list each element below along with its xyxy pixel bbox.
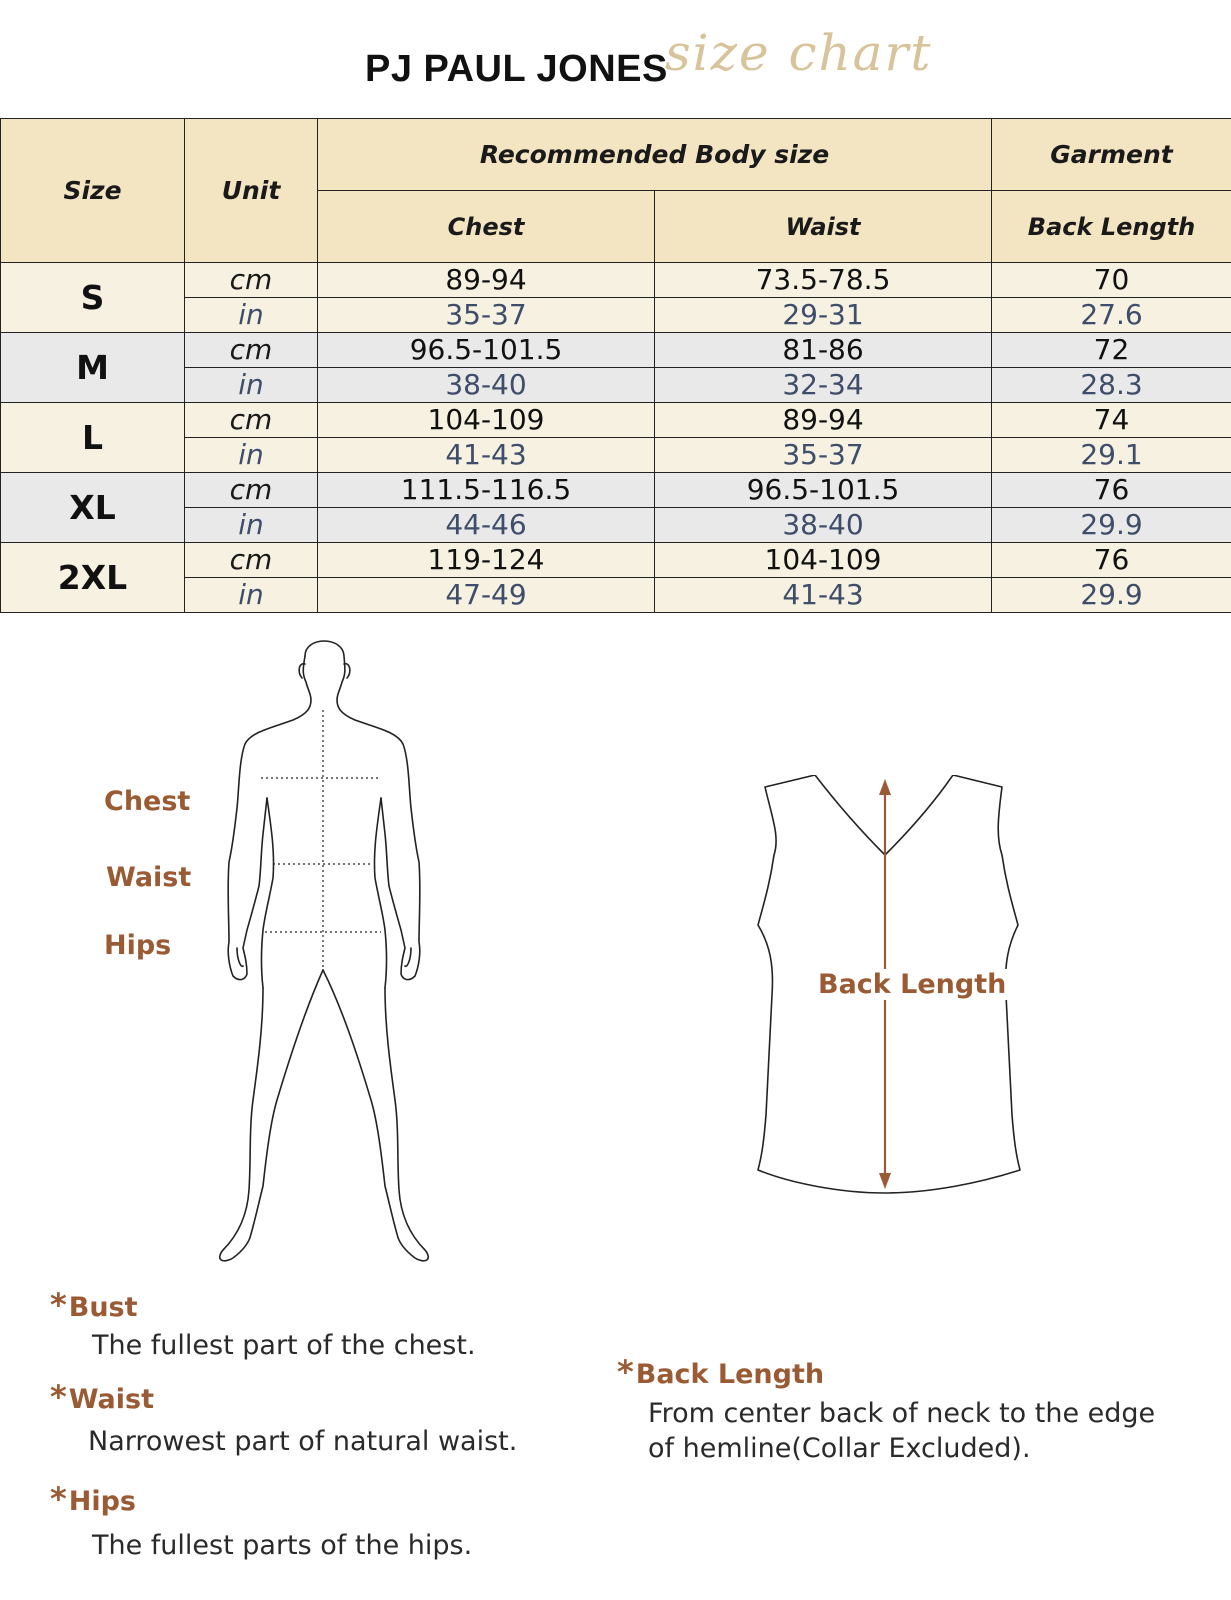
- chest-cell: 41-43: [318, 438, 655, 473]
- unit-header: Unit: [185, 119, 318, 263]
- chest-cell: 111.5-116.5: [318, 473, 655, 508]
- back-length-diagram-label: Back Length: [812, 969, 1012, 1000]
- waist-cell: 38-40: [655, 508, 992, 543]
- waist-note-text: Narrowest part of natural waist.: [88, 1426, 518, 1457]
- back-length-cell: 29.1: [992, 438, 1231, 473]
- back-length-note-text-2: of hemline(Collar Excluded).: [648, 1433, 1031, 1464]
- back-length-header: Back Length: [992, 191, 1231, 263]
- chest-label: Chest: [104, 786, 191, 817]
- table-row: [1, 403, 1231, 438]
- waist-cell: 35-37: [655, 438, 992, 473]
- waist-cell: 29-31: [655, 298, 992, 333]
- unit-cell: in: [185, 438, 318, 473]
- table-row: [1, 473, 1231, 508]
- unit-cell: in: [185, 368, 318, 403]
- table-row: [1, 438, 1231, 473]
- chest-cell: 44-46: [318, 508, 655, 543]
- table-row: [1, 333, 1231, 368]
- title-area: [0, 10, 1231, 110]
- table-row: [1, 578, 1231, 613]
- size-cell: L: [1, 403, 185, 473]
- unit-cell: cm: [185, 263, 318, 298]
- waist-cell: 81-86: [655, 333, 992, 368]
- chest-header: Chest: [318, 191, 655, 263]
- hips-label: Hips: [104, 930, 172, 961]
- unit-cell: in: [185, 298, 318, 333]
- size-chart-script: size chart: [665, 24, 933, 82]
- bust-note-text: The fullest part of the chest.: [92, 1330, 476, 1361]
- chest-cell: 47-49: [318, 578, 655, 613]
- bust-note-title: *Bust: [50, 1286, 138, 1324]
- unit-cell: cm: [185, 473, 318, 508]
- size-cell: XL: [1, 473, 185, 543]
- waist-header: Waist: [655, 191, 992, 263]
- waist-cell: 32-34: [655, 368, 992, 403]
- back-length-cell: 29.9: [992, 508, 1231, 543]
- size-cell: M: [1, 333, 185, 403]
- table-row: [1, 368, 1231, 403]
- waist-note-title: *Waist: [50, 1378, 155, 1416]
- chest-cell: 35-37: [318, 298, 655, 333]
- recommended-header: Recommended Body size: [318, 119, 992, 191]
- size-chart-table: [0, 118, 1231, 613]
- back-length-note-title: *Back Length: [617, 1353, 825, 1391]
- chest-cell: 38-40: [318, 368, 655, 403]
- table-row: [1, 508, 1231, 543]
- chest-cell: 104-109: [318, 403, 655, 438]
- waist-cell: 41-43: [655, 578, 992, 613]
- unit-cell: cm: [185, 543, 318, 578]
- size-header: Size: [1, 119, 185, 263]
- back-length-cell: 29.9: [992, 578, 1231, 613]
- body-figure-icon: [205, 630, 445, 1290]
- unit-cell: cm: [185, 333, 318, 368]
- size-cell: 2XL: [1, 543, 185, 613]
- back-length-cell: 76: [992, 473, 1231, 508]
- garment-header: Garment: [992, 119, 1231, 191]
- size-cell: S: [1, 263, 185, 333]
- back-length-cell: 27.6: [992, 298, 1231, 333]
- unit-cell: in: [185, 508, 318, 543]
- back-length-cell: 74: [992, 403, 1231, 438]
- unit-cell: cm: [185, 403, 318, 438]
- back-length-cell: 76: [992, 543, 1231, 578]
- chest-cell: 96.5-101.5: [318, 333, 655, 368]
- waist-cell: 96.5-101.5: [655, 473, 992, 508]
- waist-cell: 104-109: [655, 543, 992, 578]
- back-length-cell: 70: [992, 263, 1231, 298]
- back-length-cell: 72: [992, 333, 1231, 368]
- hips-note-title: *Hips: [50, 1480, 136, 1518]
- waist-cell: 89-94: [655, 403, 992, 438]
- back-length-cell: 28.3: [992, 368, 1231, 403]
- waist-label: Waist: [106, 862, 192, 893]
- table-row: [1, 298, 1231, 333]
- table-row: [1, 543, 1231, 578]
- hips-note-text: The fullest parts of the hips.: [92, 1530, 473, 1561]
- chest-cell: 119-124: [318, 543, 655, 578]
- table-row: [1, 263, 1231, 298]
- back-length-note-text-1: From center back of neck to the edge: [648, 1398, 1156, 1429]
- chest-cell: 89-94: [318, 263, 655, 298]
- brand-name: PJ PAUL JONES: [365, 48, 668, 90]
- waist-cell: 73.5-78.5: [655, 263, 992, 298]
- unit-cell: in: [185, 578, 318, 613]
